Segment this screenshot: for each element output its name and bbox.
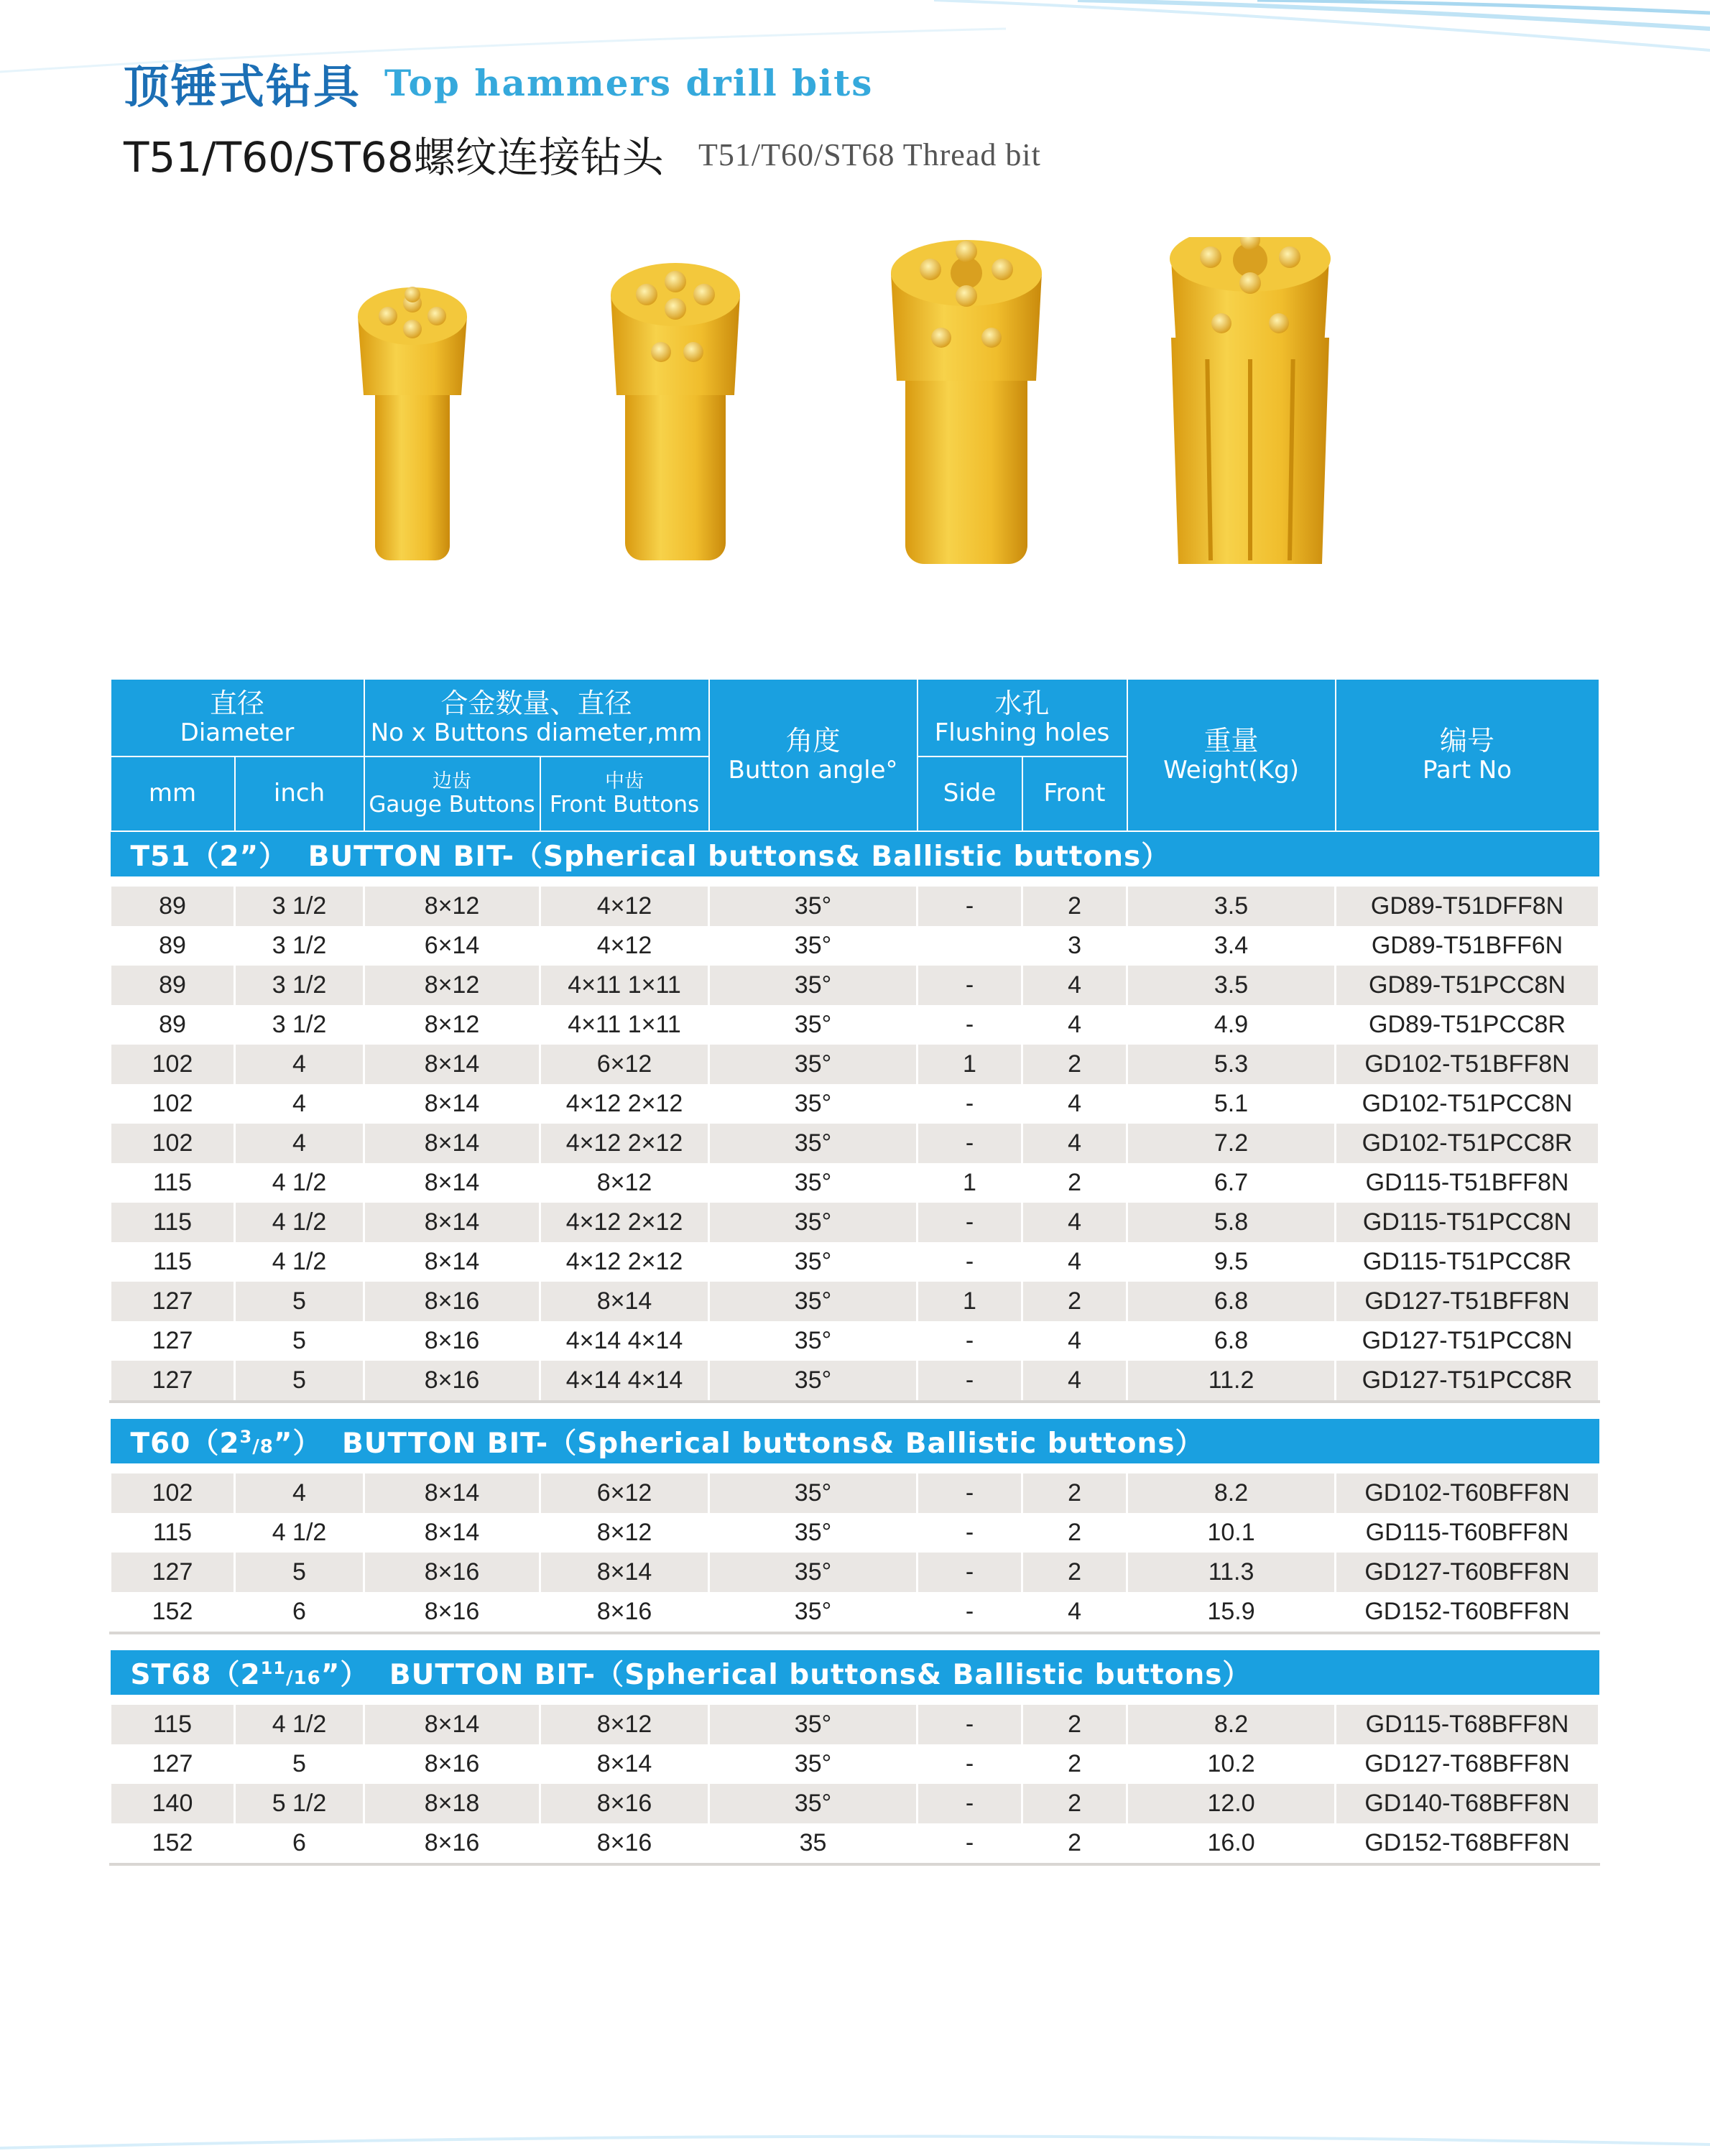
cell-inch: 3 1/2 [235, 926, 364, 966]
section-header [111, 1650, 1599, 1695]
cell-front: 4 [1022, 1242, 1127, 1282]
header-front-buttons-en: Front Buttons [549, 791, 700, 818]
cell-angle: 35° [709, 1744, 918, 1784]
cell-side: - [918, 1744, 1022, 1784]
cell-side: - [918, 1823, 1022, 1864]
cell-angle: 35° [709, 1282, 918, 1321]
cell-inch: 5 [235, 1744, 364, 1784]
cell-gauge: 8×12 [364, 887, 540, 926]
section-prefix: T60（2 [130, 1428, 240, 1460]
cell-inch: 4 [235, 1124, 364, 1163]
cell-front: 2 [1022, 1473, 1127, 1513]
header-buttons [364, 679, 709, 757]
section-title [111, 1419, 1599, 1463]
cell-mm: 89 [111, 887, 235, 926]
cell-part-no: GD127-T51BFF8N [1336, 1282, 1599, 1321]
cell-weight: 5.1 [1127, 1084, 1336, 1124]
cell-part-no: GD89-T51PCC8N [1336, 966, 1599, 1005]
cell-side [918, 926, 1022, 966]
cell-side: - [918, 1473, 1022, 1513]
cell-front: 2 [1022, 1553, 1127, 1592]
table-row [111, 1005, 1599, 1045]
section-title [111, 1650, 1599, 1695]
cell-angle: 35 [709, 1823, 918, 1864]
section-suffix: ”） [320, 1659, 369, 1691]
cell-mm: 102 [111, 1473, 235, 1513]
cell-angle: 35° [709, 1005, 918, 1045]
cell-weight: 3.5 [1127, 887, 1336, 926]
cell-mm: 89 [111, 1005, 235, 1045]
cell-side: - [918, 1592, 1022, 1633]
table-row [111, 1045, 1599, 1084]
cell-gauge: 8×16 [364, 1592, 540, 1633]
section-spacer [111, 1695, 1599, 1705]
cell-mm: 115 [111, 1163, 235, 1203]
cell-side: - [918, 1784, 1022, 1823]
cell-gauge: 8×14 [364, 1084, 540, 1124]
page-title-cn: 顶锤式钻具 [124, 61, 361, 114]
cell-gauge: 8×16 [364, 1321, 540, 1361]
section-spacer [111, 876, 1599, 887]
cell-mm: 89 [111, 926, 235, 966]
header-front-buttons-cn: 中齿 [605, 769, 644, 792]
cell-inch: 4 1/2 [235, 1203, 364, 1242]
cell-side: - [918, 1553, 1022, 1592]
table-row [111, 1592, 1599, 1633]
cell-weight: 5.8 [1127, 1203, 1336, 1242]
cell-inch: 4 1/2 [235, 1705, 364, 1744]
cell-inch: 6 [235, 1592, 364, 1633]
cell-front-buttons: 8×14 [540, 1553, 709, 1592]
cell-gauge: 8×14 [364, 1473, 540, 1513]
cell-angle: 35° [709, 1084, 918, 1124]
bottom-decoration [0, 2127, 1710, 2156]
drill-bit-2 [611, 263, 740, 560]
cell-front-buttons: 4×11 1×11 [540, 966, 709, 1005]
cell-front: 2 [1022, 1784, 1127, 1823]
cell-inch: 4 1/2 [235, 1242, 364, 1282]
page-subtitle-en: T51/T60/ST68 Thread bit [698, 137, 1041, 172]
section-sup: 11 [260, 1658, 287, 1678]
section-label: BUTTON BIT-（Spherical buttons& Ballistic buttons） [379, 1659, 1252, 1691]
section-header [111, 1419, 1599, 1463]
cell-front-buttons: 4×12 2×12 [540, 1084, 709, 1124]
drill-bit-4 [1170, 237, 1331, 564]
table-row [111, 1513, 1599, 1553]
cell-part-no: GD89-T51BFF6N [1336, 926, 1599, 966]
section-gap-cell [111, 1402, 1599, 1419]
cell-angle: 35° [709, 1361, 918, 1402]
table-row [111, 966, 1599, 1005]
cell-side: - [918, 966, 1022, 1005]
cell-gauge: 8×14 [364, 1705, 540, 1744]
cell-weight: 10.1 [1127, 1513, 1336, 1553]
cell-side: - [918, 1124, 1022, 1163]
header-gauge-cn: 边齿 [433, 769, 472, 792]
cell-front-buttons: 8×14 [540, 1282, 709, 1321]
table-row [111, 1823, 1599, 1864]
cell-front: 4 [1022, 1592, 1127, 1633]
cell-front-buttons: 6×12 [540, 1045, 709, 1084]
cell-weight: 3.4 [1127, 926, 1336, 966]
cell-gauge: 6×14 [364, 926, 540, 966]
cell-mm: 89 [111, 966, 235, 1005]
cell-angle: 35° [709, 1203, 918, 1242]
cell-side: - [918, 1705, 1022, 1744]
cell-mm: 127 [111, 1282, 235, 1321]
cell-part-no: GD115-T51PCC8R [1336, 1242, 1599, 1282]
cell-side: - [918, 1242, 1022, 1282]
cell-side: - [918, 1321, 1022, 1361]
cell-gauge: 8×14 [364, 1124, 540, 1163]
cell-front: 2 [1022, 1744, 1127, 1784]
cell-front-buttons: 4×12 [540, 887, 709, 926]
cell-weight: 6.8 [1127, 1282, 1336, 1321]
table-row [111, 1163, 1599, 1203]
cell-weight: 7.2 [1127, 1124, 1336, 1163]
header-diameter [111, 679, 364, 757]
cell-front: 4 [1022, 1005, 1127, 1045]
cell-weight: 3.5 [1127, 966, 1336, 1005]
section-gap-cell [111, 1633, 1599, 1650]
cell-front-buttons: 4×12 [540, 926, 709, 966]
cell-gauge: 8×14 [364, 1513, 540, 1553]
cell-part-no: GD89-T51PCC8R [1336, 1005, 1599, 1045]
cell-side: 1 [918, 1045, 1022, 1084]
section-spacer-cell [111, 876, 1599, 887]
cell-angle: 35° [709, 1242, 918, 1282]
header-diameter-cn: 直径 [210, 687, 265, 719]
header-angle-cn: 角度 [785, 724, 841, 757]
cell-mm: 140 [111, 1784, 235, 1823]
cell-mm: 152 [111, 1592, 235, 1633]
cell-angle: 35° [709, 1592, 918, 1633]
cell-mm: 127 [111, 1321, 235, 1361]
header-angle-en: Button angle° [728, 756, 898, 785]
cell-part-no: GD127-T51PCC8R [1336, 1361, 1599, 1402]
cell-inch: 3 1/2 [235, 966, 364, 1005]
cell-inch: 4 [235, 1045, 364, 1084]
cell-weight: 9.5 [1127, 1242, 1336, 1282]
cell-part-no: GD127-T60BFF8N [1336, 1553, 1599, 1592]
section-prefix: ST68（2 [130, 1659, 261, 1691]
cell-part-no: GD102-T51BFF8N [1336, 1045, 1599, 1084]
cell-front: 4 [1022, 1084, 1127, 1124]
section-label: BUTTON BIT-（Spherical buttons& Ballistic buttons） [297, 841, 1170, 873]
cell-front-buttons: 4×14 4×14 [540, 1321, 709, 1361]
cell-front-buttons: 8×12 [540, 1513, 709, 1553]
cell-front: 4 [1022, 966, 1127, 1005]
section-prefix: T51（2”） [130, 841, 288, 873]
cell-front: 2 [1022, 1045, 1127, 1084]
cell-weight: 8.2 [1127, 1705, 1336, 1744]
cell-angle: 35° [709, 1163, 918, 1203]
cell-weight: 11.3 [1127, 1553, 1336, 1592]
cell-angle: 35° [709, 1473, 918, 1513]
section-spacer-cell [111, 1463, 1599, 1473]
header-flushing [918, 679, 1127, 757]
header-part-no-en: Part No [1422, 756, 1512, 785]
cell-front-buttons: 8×16 [540, 1784, 709, 1823]
page-subtitle-cn: T51/T60/ST68螺纹连接钻头 [124, 133, 664, 182]
cell-inch: 5 [235, 1361, 364, 1402]
cell-part-no: GD152-T68BFF8N [1336, 1823, 1599, 1864]
cell-front-buttons: 8×14 [540, 1744, 709, 1784]
cell-mm: 127 [111, 1553, 235, 1592]
cell-angle: 35° [709, 1705, 918, 1744]
cell-part-no: GD102-T51PCC8N [1336, 1084, 1599, 1124]
cell-part-no: GD115-T60BFF8N [1336, 1513, 1599, 1553]
cell-front: 2 [1022, 887, 1127, 926]
section-frac: /16 [286, 1667, 321, 1689]
cell-weight: 16.0 [1127, 1823, 1336, 1864]
header-weight [1127, 679, 1336, 831]
section-frac: /8 [252, 1436, 274, 1458]
table-row [111, 1361, 1599, 1402]
cell-inch: 4 1/2 [235, 1163, 364, 1203]
cell-gauge: 8×12 [364, 1005, 540, 1045]
cell-part-no: GD127-T51PCC8N [1336, 1321, 1599, 1361]
cell-front-buttons: 8×16 [540, 1823, 709, 1864]
drill-bit-1 [358, 287, 467, 560]
drill-bit-3 [891, 240, 1042, 564]
cell-front: 4 [1022, 1361, 1127, 1402]
section-sup: 3 [239, 1427, 253, 1447]
cell-front-buttons: 4×12 2×12 [540, 1203, 709, 1242]
cell-angle: 35° [709, 1124, 918, 1163]
section-header [111, 831, 1599, 876]
drill-bits-illustration [345, 237, 1394, 575]
cell-angle: 35° [709, 926, 918, 966]
cell-front-buttons: 4×12 2×12 [540, 1242, 709, 1282]
page-title-en: Top hammers drill bits [384, 62, 874, 104]
cell-gauge: 8×16 [364, 1823, 540, 1864]
header-buttons-en: No x Buttons diameter,mm [370, 718, 703, 748]
cell-weight: 8.2 [1127, 1473, 1336, 1513]
cell-part-no: GD102-T60BFF8N [1336, 1473, 1599, 1513]
cell-mm: 127 [111, 1361, 235, 1402]
section-label: BUTTON BIT-（Spherical buttons& Ballistic buttons） [331, 1428, 1204, 1460]
cell-mm: 115 [111, 1513, 235, 1553]
cell-inch: 5 1/2 [235, 1784, 364, 1823]
cell-front: 2 [1022, 1823, 1127, 1864]
cell-front-buttons: 8×16 [540, 1592, 709, 1633]
cell-weight: 11.2 [1127, 1361, 1336, 1402]
cell-front: 2 [1022, 1282, 1127, 1321]
cell-gauge: 8×16 [364, 1744, 540, 1784]
header-flushing-en: Flushing holes [934, 718, 1110, 748]
table-row [111, 1321, 1599, 1361]
cell-gauge: 8×14 [364, 1203, 540, 1242]
table-row [111, 887, 1599, 926]
cell-inch: 3 1/2 [235, 887, 364, 926]
cell-mm: 152 [111, 1823, 235, 1864]
cell-side: - [918, 1084, 1022, 1124]
cell-side: 1 [918, 1282, 1022, 1321]
cell-inch: 4 [235, 1084, 364, 1124]
cell-weight: 6.8 [1127, 1321, 1336, 1361]
cell-gauge: 8×16 [364, 1553, 540, 1592]
cell-mm: 115 [111, 1705, 235, 1744]
cell-weight: 5.3 [1127, 1045, 1336, 1084]
cell-part-no: GD140-T68BFF8N [1336, 1784, 1599, 1823]
cell-inch: 4 [235, 1473, 364, 1513]
header-buttons-cn: 合金数量、直径 [440, 687, 632, 719]
cell-mm: 115 [111, 1242, 235, 1282]
cell-mm: 127 [111, 1744, 235, 1784]
table-row [111, 1473, 1599, 1513]
header-inch: inch [235, 757, 364, 831]
cell-inch: 5 [235, 1553, 364, 1592]
cell-part-no: GD115-T68BFF8N [1336, 1705, 1599, 1744]
cell-front: 3 [1022, 926, 1127, 966]
table-row [111, 1203, 1599, 1242]
cell-front: 4 [1022, 1124, 1127, 1163]
cell-gauge: 8×14 [364, 1242, 540, 1282]
cell-angle: 35° [709, 1513, 918, 1553]
cell-angle: 35° [709, 1045, 918, 1084]
cell-side: - [918, 1361, 1022, 1402]
cell-part-no: GD127-T68BFF8N [1336, 1744, 1599, 1784]
header-angle [709, 679, 918, 831]
cell-inch: 5 [235, 1321, 364, 1361]
table-row [111, 926, 1599, 966]
cell-front: 4 [1022, 1203, 1127, 1242]
header-mm: mm [111, 757, 235, 831]
header-side: Side [918, 757, 1022, 831]
cell-front-buttons: 4×12 2×12 [540, 1124, 709, 1163]
header-weight-cn: 重量 [1203, 724, 1259, 757]
cell-front-buttons: 4×11 1×11 [540, 1005, 709, 1045]
table-row [111, 1282, 1599, 1321]
cell-mm: 115 [111, 1203, 235, 1242]
cell-gauge: 8×14 [364, 1163, 540, 1203]
cell-front-buttons: 8×12 [540, 1705, 709, 1744]
section-suffix: ”） [273, 1428, 322, 1460]
cell-front: 2 [1022, 1513, 1127, 1553]
cell-angle: 35° [709, 887, 918, 926]
cell-front: 4 [1022, 1321, 1127, 1361]
header-part-no [1336, 679, 1599, 831]
cell-weight: 10.2 [1127, 1744, 1336, 1784]
cell-angle: 35° [709, 966, 918, 1005]
cell-gauge: 8×12 [364, 966, 540, 1005]
cell-angle: 35° [709, 1321, 918, 1361]
cell-part-no: GD115-T51BFF8N [1336, 1163, 1599, 1203]
section-spacer-cell [111, 1695, 1599, 1705]
header-gauge-en: Gauge Buttons [369, 791, 535, 818]
header-diameter-en: Diameter [180, 718, 295, 748]
table-row [111, 1242, 1599, 1282]
cell-part-no: GD115-T51PCC8N [1336, 1203, 1599, 1242]
cell-part-no: GD102-T51PCC8R [1336, 1124, 1599, 1163]
cell-weight: 6.7 [1127, 1163, 1336, 1203]
table-row [111, 1705, 1599, 1744]
table-row [111, 1744, 1599, 1784]
cell-gauge: 8×18 [364, 1784, 540, 1823]
header-part-no-cn: 编号 [1440, 724, 1495, 757]
cell-gauge: 8×16 [364, 1282, 540, 1321]
table-row [111, 1124, 1599, 1163]
cell-mm: 102 [111, 1124, 235, 1163]
cell-inch: 4 1/2 [235, 1513, 364, 1553]
drill-bit-spec-table [109, 678, 1600, 1866]
section-spacer [111, 1463, 1599, 1473]
section-gap [111, 1402, 1599, 1419]
cell-weight: 12.0 [1127, 1784, 1336, 1823]
cell-side: 1 [918, 1163, 1022, 1203]
cell-side: - [918, 887, 1022, 926]
header-weight-en: Weight(Kg) [1163, 756, 1299, 785]
cell-front-buttons: 6×12 [540, 1473, 709, 1513]
cell-inch: 3 1/2 [235, 1005, 364, 1045]
cell-inch: 6 [235, 1823, 364, 1864]
section-title [111, 831, 1599, 876]
cell-part-no: GD89-T51DFF8N [1336, 887, 1599, 926]
section-gap [111, 1633, 1599, 1650]
cell-side: - [918, 1513, 1022, 1553]
table-row [111, 1553, 1599, 1592]
cell-gauge: 8×14 [364, 1045, 540, 1084]
cell-front: 2 [1022, 1163, 1127, 1203]
cell-mm: 102 [111, 1084, 235, 1124]
cell-angle: 35° [709, 1784, 918, 1823]
cell-side: - [918, 1203, 1022, 1242]
cell-front-buttons: 4×14 4×14 [540, 1361, 709, 1402]
cell-front-buttons: 8×12 [540, 1163, 709, 1203]
header-front: Front [1022, 757, 1127, 831]
cell-mm: 102 [111, 1045, 235, 1084]
table-row [111, 1784, 1599, 1823]
header-front-buttons [540, 757, 709, 831]
cell-gauge: 8×16 [364, 1361, 540, 1402]
header-gauge [364, 757, 540, 831]
header-flushing-cn: 水孔 [994, 687, 1050, 719]
cell-weight: 15.9 [1127, 1592, 1336, 1633]
cell-inch: 5 [235, 1282, 364, 1321]
cell-weight: 4.9 [1127, 1005, 1336, 1045]
cell-side: - [918, 1005, 1022, 1045]
cell-part-no: GD152-T60BFF8N [1336, 1592, 1599, 1633]
table-row [111, 1084, 1599, 1124]
cell-front: 2 [1022, 1705, 1127, 1744]
cell-angle: 35° [709, 1553, 918, 1592]
